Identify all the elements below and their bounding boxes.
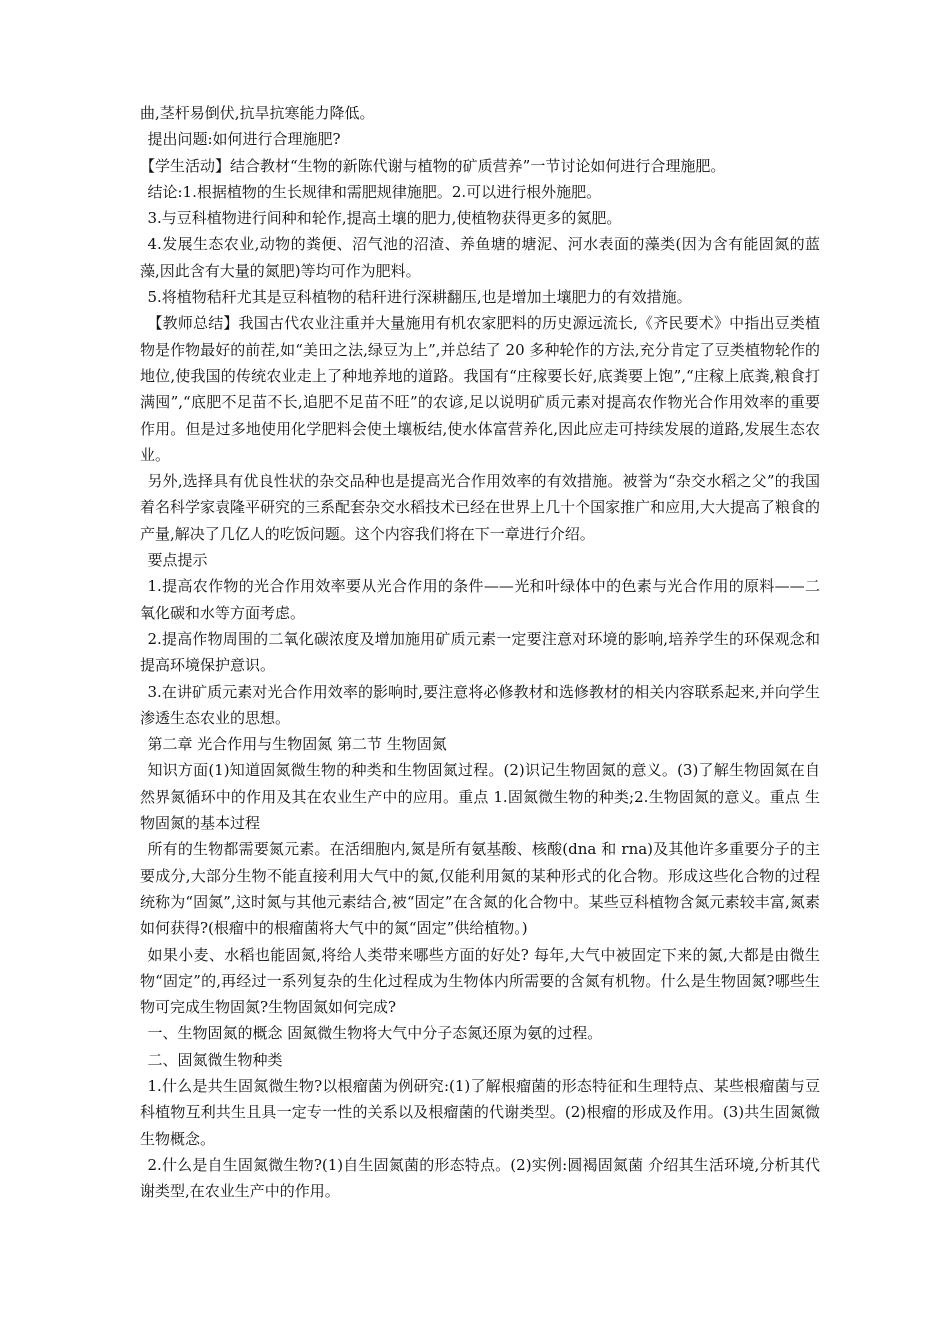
paragraph-continuation: 曲,茎杆易倒伏,抗旱抗寒能力降低。 [140, 104, 375, 122]
paragraph-key-point-3: 3.在讲矿质元素对光合作用效率的影响时,要注意将必修教材和选修教材的相关内容联系起来,并向学生渗透生态农业的思想。 [140, 682, 820, 727]
paragraph-key-point-2: 2.提高作物周围的二氧化碳浓度及增加施用矿质元素一定要注意对环境的影响,培养学生的环保观念和提高环境保护意识。 [140, 629, 820, 675]
paragraph-nitrogen-intro: 所有的生物都需要氮元素。在活细胞内,氮是所有氨基酸、核酸(dna 和 rna)及其他许多重要分子的主要成分,大部分生物不能直接利用大气中的氮,仅能利用氮的某种形式的化合物。形成这些化合物的过程统称为“固氮”,这时氮与其他元素结合,被“固定”在含氮的化合物中。某些豆科植物含氮元素较丰富,氮素如何获得?(根瘤中的根瘤菌将大气中的氮“固定”供给植物。) [140, 840, 820, 938]
document-body [140, 100, 820, 1204]
paragraph-key-points-heading: 要点提示 [147, 551, 208, 570]
paragraph-teacher-summary: 【教师总结】我国古代农业注重并大量施用有机农家肥料的历史源远流长,《齐民要术》中指出豆类植物是作物最好的前茬,如“美田之法,绿豆为上”,并总结了 20 多种轮作的方法,充分肯定了豆类植物轮作的地位,使我国的传统农业走上了种地养地的道路。我国有“庄稼要长好,底粪要上饱”,“庄稼上底粪,粮食打满囤”,“底肥不足苗不长,追肥不足苗不旺”的农谚,足以说明矿质元素对提高农作物光合作用效率的重要作用。但是过多地使用化学肥料会使土壤板结,使水体富营养化,因此应走可持续发展的道路,发展生态农业。 [140, 314, 820, 464]
paragraph-knowledge-goals: 知识方面(1)知道固氮微生物的种类和生物固氮过程。(2)识记生物固氮的意义。(3)了解生物固氮在自然界氮循环中的作用及其在农业生产中的应用。重点 1.固氮微生物的种类;2.生物固氮的意义。重点 生物固氮的基本过程 [140, 761, 820, 833]
paragraph-free-living-fixers: 2.什么是自生固氮微生物?(1)自生固氮菌的形态特点。(2)实例:圆褐固氮菌 介绍其生活环境,分析其代谢类型,在农业生产中的作用。 [140, 1155, 820, 1201]
paragraph-item-5: 5.将植物秸秆尤其是豆科植物的秸秆进行深耕翻压,也是增加土壤肥力的有效措施。 [147, 288, 692, 307]
paragraph-section-2: 二、固氮微生物种类 [147, 1050, 283, 1069]
paragraph-symbiotic-fixers: 1.什么是共生固氮微生物?以根瘤菌为例研究:(1)了解根瘤菌的形态特征和生理特点、某些根瘤菌与豆科植物互利共生且具一定专一性的关系以及根瘤菌的代谢类型。(2)根瘤的形成及作用。(3)共生固氮微生物概念。 [140, 1076, 820, 1148]
paragraph-conclusion: 结论:1.根据植物的生长规律和需肥规律施肥。2.可以进行根外施肥。 [147, 182, 602, 201]
paragraph-wheat-rice-question: 如果小麦、水稻也能固氮,将给人类带来哪些方面的好处? 每年,大气中被固定下来的氮,大都是由微生物“固定”的,再经过一系列复杂的生化过程成为生物体内所需要的含氮有机物。什么是生物固氮?哪些生物可完成生物固氮?生物固氮如何完成? [140, 945, 820, 1017]
paragraph-student-activity: 【学生活动】结合教材“生物的新陈代谢与植物的矿质营养”一节讨论如何进行合理施肥。 [140, 156, 726, 175]
paragraph-item-3: 3.与豆科植物进行间种和轮作,提高土壤的肥力,使植物获得更多的氮肥。 [147, 209, 622, 228]
paragraph-item-4: 4.发展生态农业,动物的粪便、沼气池的沼渣、养鱼塘的塘泥、河水表面的藻类(因为含有能固氮的蓝藻,因此含有大量的氮肥)等均可作为肥料。 [140, 235, 820, 280]
paragraph-chapter-heading: 第二章 光合作用与生物固氮 第二节 生物固氮 [147, 735, 447, 754]
paragraph-key-point-1: 1.提高农作物的光合作用效率要从光合作用的条件——光和叶绿体中的色素与光合作用的原料——二氧化碳和水等方面考虑。 [140, 577, 820, 622]
paragraph-question: 提出问题:如何进行合理施肥? [147, 130, 341, 149]
paragraph-hybrid-varieties: 另外,选择具有优良性状的杂交品种也是提高光合作用效率的有效措施。被誉为“杂交水稻之父”的我国着名科学家袁隆平研究的三系配套杂交水稻技术已经在世界上几十个国家推广和应用,大大提高了粮食的产量,解决了几亿人的吃饭问题。这个内容我们将在下一章进行介绍。 [140, 472, 820, 543]
paragraph-section-1: 一、生物固氮的概念 固氮微生物将大气中分子态氮还原为氨的过程。 [147, 1024, 603, 1043]
